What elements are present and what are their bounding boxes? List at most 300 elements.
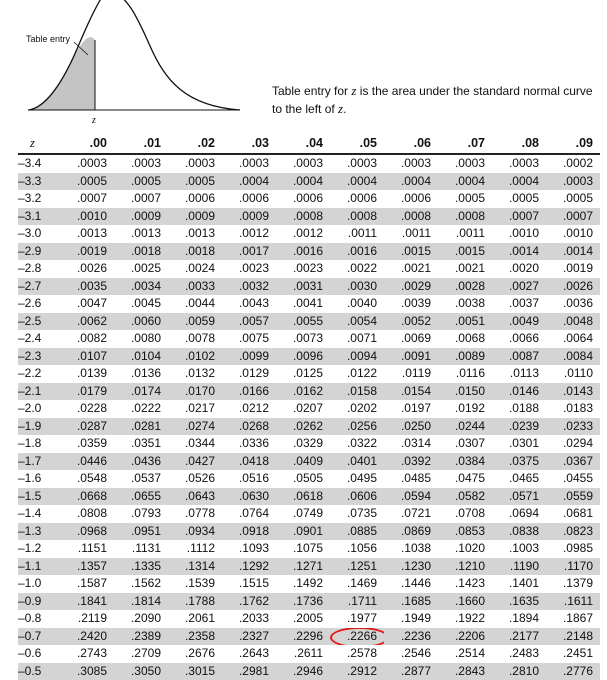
probability-cell: .0062: [60, 313, 114, 331]
probability-cell: .1660: [438, 593, 492, 611]
probability-cell: .1611: [546, 593, 600, 611]
z-value-cell: –0.7: [18, 628, 60, 646]
probability-cell: .3085: [60, 663, 114, 680]
probability-cell: .0132: [168, 365, 222, 383]
probability-cell: .0003: [222, 154, 276, 173]
probability-cell: .0314: [384, 435, 438, 453]
probability-cell: .0485: [384, 470, 438, 488]
probability-cell: .1469: [330, 575, 384, 593]
probability-cell: .0007: [114, 190, 168, 208]
probability-cell: .0582: [438, 488, 492, 506]
probability-cell: .2810: [492, 663, 546, 680]
probability-cell: .0427: [168, 453, 222, 471]
probability-cell: .0073: [276, 330, 330, 348]
probability-cell: .0005: [114, 173, 168, 191]
probability-cell: .1292: [222, 558, 276, 576]
probability-cell: .1841: [60, 593, 114, 611]
z-value-cell: –3.1: [18, 208, 60, 226]
probability-cell: .0020: [492, 260, 546, 278]
caption-z-2: z: [338, 101, 343, 116]
table-row: [18, 523, 600, 541]
probability-cell: .0158: [330, 383, 384, 401]
probability-cell: .0150: [438, 383, 492, 401]
probability-cell: .0322: [330, 435, 384, 453]
probability-cell: .0005: [492, 190, 546, 208]
probability-cell: .2389: [114, 628, 168, 646]
probability-cell: .0025: [114, 260, 168, 278]
table-row: [18, 470, 600, 488]
probability-cell: .2420: [60, 628, 114, 646]
probability-cell: .0281: [114, 418, 168, 436]
z-value-cell: –3.0: [18, 225, 60, 243]
caption-z-1: z: [351, 83, 356, 98]
probability-cell: .0162: [276, 383, 330, 401]
probability-cell: .0233: [546, 418, 600, 436]
probability-cell: .0559: [546, 488, 600, 506]
table-entry-label: Table entry: [26, 34, 71, 44]
probability-cell: .0006: [330, 190, 384, 208]
probability-cell: .2358: [168, 628, 222, 646]
column-header: .00: [60, 133, 114, 154]
probability-cell: .0022: [330, 260, 384, 278]
probability-cell: .1335: [114, 558, 168, 576]
probability-cell: .0049: [492, 313, 546, 331]
table-row: [18, 575, 600, 593]
probability-cell: .0003: [492, 154, 546, 173]
probability-cell: .2981: [222, 663, 276, 680]
probability-cell: .0606: [330, 488, 384, 506]
probability-cell: .2912: [330, 663, 384, 680]
z-value-cell: –2.9: [18, 243, 60, 261]
probability-cell: .0055: [276, 313, 330, 331]
probability-cell: .0505: [276, 470, 330, 488]
normal-curve-figure: [0, 0, 270, 130]
probability-cell: .0154: [384, 383, 438, 401]
probability-cell: .0096: [276, 348, 330, 366]
probability-cell: .0630: [222, 488, 276, 506]
probability-cell: .0054: [330, 313, 384, 331]
probability-cell: .0080: [114, 330, 168, 348]
z-value-cell: –2.8: [18, 260, 60, 278]
probability-cell: .0139: [60, 365, 114, 383]
caption-text-2: is the area under the standard normal curve to the left of: [272, 84, 593, 116]
probability-cell: .0006: [222, 190, 276, 208]
column-header: .03: [222, 133, 276, 154]
z-value-cell: –2.5: [18, 313, 60, 331]
probability-cell: .1867: [546, 610, 600, 628]
probability-cell: .0082: [60, 330, 114, 348]
probability-cell: .1736: [276, 593, 330, 611]
table-row: [18, 558, 600, 576]
table-row: [18, 628, 600, 646]
probability-cell: .1562: [114, 575, 168, 593]
probability-cell: .0359: [60, 435, 114, 453]
table-row: [18, 365, 600, 383]
column-header: .01: [114, 133, 168, 154]
probability-cell: .0166: [222, 383, 276, 401]
probability-cell: .0367: [546, 453, 600, 471]
probability-cell: .0122: [330, 365, 384, 383]
probability-cell: .0244: [438, 418, 492, 436]
table-row: [18, 278, 600, 296]
probability-cell: .0008: [276, 208, 330, 226]
probability-cell: .0344: [168, 435, 222, 453]
z-value-cell: –3.2: [18, 190, 60, 208]
probability-cell: .0537: [114, 470, 168, 488]
table-row: [18, 348, 600, 366]
probability-cell: .0068: [438, 330, 492, 348]
table-row: [18, 453, 600, 471]
probability-cell: .0239: [492, 418, 546, 436]
probability-cell: .1093: [222, 540, 276, 558]
probability-cell: .0681: [546, 505, 600, 523]
probability-cell: .0170: [168, 383, 222, 401]
circled-probability-cell: .2266: [330, 628, 384, 646]
probability-cell: .0384: [438, 453, 492, 471]
probability-cell: .0064: [546, 330, 600, 348]
probability-cell: .1539: [168, 575, 222, 593]
z-value-cell: –1.7: [18, 453, 60, 471]
probability-cell: .0548: [60, 470, 114, 488]
probability-cell: .0036: [546, 295, 600, 313]
probability-cell: .0250: [384, 418, 438, 436]
probability-cell: .0853: [438, 523, 492, 541]
probability-cell: .0010: [546, 225, 600, 243]
z-value-cell: –2.1: [18, 383, 60, 401]
probability-cell: .0256: [330, 418, 384, 436]
probability-cell: .0146: [492, 383, 546, 401]
probability-cell: .0069: [384, 330, 438, 348]
probability-cell: .1210: [438, 558, 492, 576]
probability-cell: .0034: [114, 278, 168, 296]
probability-cell: .0024: [168, 260, 222, 278]
z-value-cell: –0.9: [18, 593, 60, 611]
probability-cell: .0526: [168, 470, 222, 488]
probability-cell: .0041: [276, 295, 330, 313]
probability-cell: .0007: [492, 208, 546, 226]
probability-cell: .0003: [60, 154, 114, 173]
probability-cell: .0008: [330, 208, 384, 226]
probability-cell: .0099: [222, 348, 276, 366]
probability-cell: .0038: [438, 295, 492, 313]
probability-cell: .1635: [492, 593, 546, 611]
probability-cell: .0003: [330, 154, 384, 173]
probability-cell: .0294: [546, 435, 600, 453]
probability-cell: .0021: [438, 260, 492, 278]
header-row: [18, 133, 600, 154]
probability-cell: .1788: [168, 593, 222, 611]
probability-cell: .0968: [60, 523, 114, 541]
probability-cell: .0901: [276, 523, 330, 541]
table-row: [18, 154, 600, 173]
probability-cell: .0004: [276, 173, 330, 191]
z-value-cell: –1.9: [18, 418, 60, 436]
probability-cell: .0091: [384, 348, 438, 366]
probability-cell: .0005: [60, 173, 114, 191]
probability-cell: .1922: [438, 610, 492, 628]
probability-cell: .1357: [60, 558, 114, 576]
probability-cell: .1977: [330, 610, 384, 628]
probability-cell: .0048: [546, 313, 600, 331]
probability-cell: .0885: [330, 523, 384, 541]
probability-cell: .0222: [114, 400, 168, 418]
probability-cell: .0004: [492, 173, 546, 191]
probability-cell: .0985: [546, 540, 600, 558]
probability-cell: .0436: [114, 453, 168, 471]
probability-cell: .0287: [60, 418, 114, 436]
probability-cell: .0006: [384, 190, 438, 208]
probability-cell: .0059: [168, 313, 222, 331]
probability-cell: .1711: [330, 593, 384, 611]
probability-cell: .2743: [60, 645, 114, 663]
probability-cell: .0192: [438, 400, 492, 418]
probability-cell: .0129: [222, 365, 276, 383]
probability-cell: .0057: [222, 313, 276, 331]
z-table: [18, 133, 600, 680]
z-value-cell: –1.5: [18, 488, 60, 506]
probability-cell: .0869: [384, 523, 438, 541]
probability-cell: .1314: [168, 558, 222, 576]
probability-cell: .0003: [384, 154, 438, 173]
probability-cell: .1003: [492, 540, 546, 558]
probability-cell: .0037: [492, 295, 546, 313]
z-value-cell: –3.3: [18, 173, 60, 191]
probability-cell: .0047: [60, 295, 114, 313]
probability-cell: .0102: [168, 348, 222, 366]
probability-cell: .0005: [438, 190, 492, 208]
probability-cell: .0023: [276, 260, 330, 278]
probability-cell: .1492: [276, 575, 330, 593]
probability-cell: .0516: [222, 470, 276, 488]
probability-cell: .0009: [114, 208, 168, 226]
probability-cell: .0012: [276, 225, 330, 243]
probability-cell: .1075: [276, 540, 330, 558]
probability-cell: .0007: [60, 190, 114, 208]
probability-cell: .0329: [276, 435, 330, 453]
probability-cell: .0655: [114, 488, 168, 506]
probability-cell: .0018: [114, 243, 168, 261]
z-value-cell: –0.6: [18, 645, 60, 663]
column-header: .04: [276, 133, 330, 154]
probability-cell: .2709: [114, 645, 168, 663]
probability-cell: .0011: [438, 225, 492, 243]
probability-cell: .1423: [438, 575, 492, 593]
column-header: .06: [384, 133, 438, 154]
probability-cell: .0003: [114, 154, 168, 173]
probability-cell: .0004: [222, 173, 276, 191]
probability-cell: .0104: [114, 348, 168, 366]
probability-cell: .2033: [222, 610, 276, 628]
shaded-area-left-of-z: [28, 37, 95, 110]
probability-cell: .2148: [546, 628, 600, 646]
probability-cell: .0113: [492, 365, 546, 383]
probability-cell: .2119: [60, 610, 114, 628]
probability-cell: .1515: [222, 575, 276, 593]
probability-cell: .1949: [384, 610, 438, 628]
probability-cell: .0594: [384, 488, 438, 506]
z-value-cell: –1.1: [18, 558, 60, 576]
probability-cell: .0571: [492, 488, 546, 506]
probability-cell: .0951: [114, 523, 168, 541]
z-value-cell: –1.0: [18, 575, 60, 593]
probability-cell: .0071: [330, 330, 384, 348]
probability-cell: .0010: [60, 208, 114, 226]
probability-cell: .0011: [330, 225, 384, 243]
probability-cell: .0003: [546, 173, 600, 191]
probability-cell: .1056: [330, 540, 384, 558]
probability-cell: .0004: [384, 173, 438, 191]
z-value-cell: –1.4: [18, 505, 60, 523]
z-axis-label: z: [91, 115, 96, 126]
caption-text-3: .: [343, 102, 346, 116]
probability-cell: .1814: [114, 593, 168, 611]
probability-cell: .0015: [384, 243, 438, 261]
probability-cell: .0040: [330, 295, 384, 313]
table-row: [18, 610, 600, 628]
z-column-header: z: [18, 133, 60, 154]
probability-cell: .1190: [492, 558, 546, 576]
probability-cell: .0008: [384, 208, 438, 226]
probability-cell: .0116: [438, 365, 492, 383]
probability-cell: .2090: [114, 610, 168, 628]
probability-cell: .0212: [222, 400, 276, 418]
probability-cell: .0793: [114, 505, 168, 523]
probability-cell: .1271: [276, 558, 330, 576]
probability-cell: .0029: [384, 278, 438, 296]
z-value-cell: –1.3: [18, 523, 60, 541]
probability-cell: .0495: [330, 470, 384, 488]
table-row: [18, 593, 600, 611]
probability-cell: .1446: [384, 575, 438, 593]
table-row: [18, 488, 600, 506]
table-row: [18, 208, 600, 226]
probability-cell: .2514: [438, 645, 492, 663]
probability-cell: .2946: [276, 663, 330, 680]
probability-cell: .0026: [546, 278, 600, 296]
table-row: [18, 540, 600, 558]
z-value-cell: –3.4: [18, 154, 60, 173]
probability-cell: .0013: [60, 225, 114, 243]
probability-cell: .0010: [492, 225, 546, 243]
z-value-cell: –2.7: [18, 278, 60, 296]
probability-cell: .0026: [60, 260, 114, 278]
probability-cell: .0018: [168, 243, 222, 261]
column-header: .05: [330, 133, 384, 154]
z-table-body: [18, 154, 600, 680]
probability-cell: .0015: [438, 243, 492, 261]
probability-cell: .0351: [114, 435, 168, 453]
column-header: .02: [168, 133, 222, 154]
probability-cell: .0014: [492, 243, 546, 261]
probability-cell: .2877: [384, 663, 438, 680]
column-header: .08: [492, 133, 546, 154]
probability-cell: .0808: [60, 505, 114, 523]
probability-cell: .0009: [222, 208, 276, 226]
z-value-cell: –1.8: [18, 435, 60, 453]
probability-cell: .0004: [330, 173, 384, 191]
probability-cell: .0006: [168, 190, 222, 208]
probability-cell: .0014: [546, 243, 600, 261]
probability-cell: .0301: [492, 435, 546, 453]
probability-cell: .0028: [438, 278, 492, 296]
probability-cell: .0006: [276, 190, 330, 208]
probability-cell: .0044: [168, 295, 222, 313]
probability-cell: .0110: [546, 365, 600, 383]
probability-cell: .0060: [114, 313, 168, 331]
probability-cell: .2611: [276, 645, 330, 663]
table-row: [18, 190, 600, 208]
probability-cell: .0336: [222, 435, 276, 453]
probability-cell: .2236: [384, 628, 438, 646]
probability-cell: .0475: [438, 470, 492, 488]
z-value-cell: –2.3: [18, 348, 60, 366]
table-row: [18, 383, 600, 401]
probability-cell: .0838: [492, 523, 546, 541]
probability-cell: .1401: [492, 575, 546, 593]
probability-cell: .3050: [114, 663, 168, 680]
probability-cell: .0735: [330, 505, 384, 523]
probability-cell: .0455: [546, 470, 600, 488]
probability-cell: .0005: [168, 173, 222, 191]
probability-cell: .1685: [384, 593, 438, 611]
probability-cell: .0003: [276, 154, 330, 173]
probability-cell: .0197: [384, 400, 438, 418]
probability-cell: .0013: [114, 225, 168, 243]
probability-cell: .0136: [114, 365, 168, 383]
probability-cell: .0778: [168, 505, 222, 523]
z-value-cell: –2.6: [18, 295, 60, 313]
probability-cell: .0013: [168, 225, 222, 243]
probability-cell: .0217: [168, 400, 222, 418]
table-row: [18, 243, 600, 261]
probability-cell: .0392: [384, 453, 438, 471]
probability-cell: .0009: [168, 208, 222, 226]
probability-cell: .2451: [546, 645, 600, 663]
probability-cell: .0023: [222, 260, 276, 278]
probability-cell: .0011: [384, 225, 438, 243]
probability-cell: .0643: [168, 488, 222, 506]
probability-cell: .0033: [168, 278, 222, 296]
probability-cell: .0035: [60, 278, 114, 296]
probability-cell: .0183: [546, 400, 600, 418]
table-row: [18, 418, 600, 436]
caption-text-1: Table entry for: [272, 84, 351, 98]
probability-cell: .0005: [546, 190, 600, 208]
probability-cell: .3015: [168, 663, 222, 680]
probability-cell: .0003: [438, 154, 492, 173]
probability-cell: .2005: [276, 610, 330, 628]
column-header: .07: [438, 133, 492, 154]
z-value-cell: –0.8: [18, 610, 60, 628]
probability-cell: .2327: [222, 628, 276, 646]
probability-cell: .2843: [438, 663, 492, 680]
probability-cell: .0179: [60, 383, 114, 401]
probability-cell: .0409: [276, 453, 330, 471]
probability-cell: .0107: [60, 348, 114, 366]
probability-cell: .0618: [276, 488, 330, 506]
table-row: [18, 645, 600, 663]
table-row: [18, 330, 600, 348]
probability-cell: .0823: [546, 523, 600, 541]
table-caption: [272, 82, 602, 118]
probability-cell: .0188: [492, 400, 546, 418]
probability-cell: .0021: [384, 260, 438, 278]
probability-cell: .0119: [384, 365, 438, 383]
probability-cell: .2483: [492, 645, 546, 663]
probability-cell: .0012: [222, 225, 276, 243]
probability-cell: .2177: [492, 628, 546, 646]
probability-cell: .0066: [492, 330, 546, 348]
